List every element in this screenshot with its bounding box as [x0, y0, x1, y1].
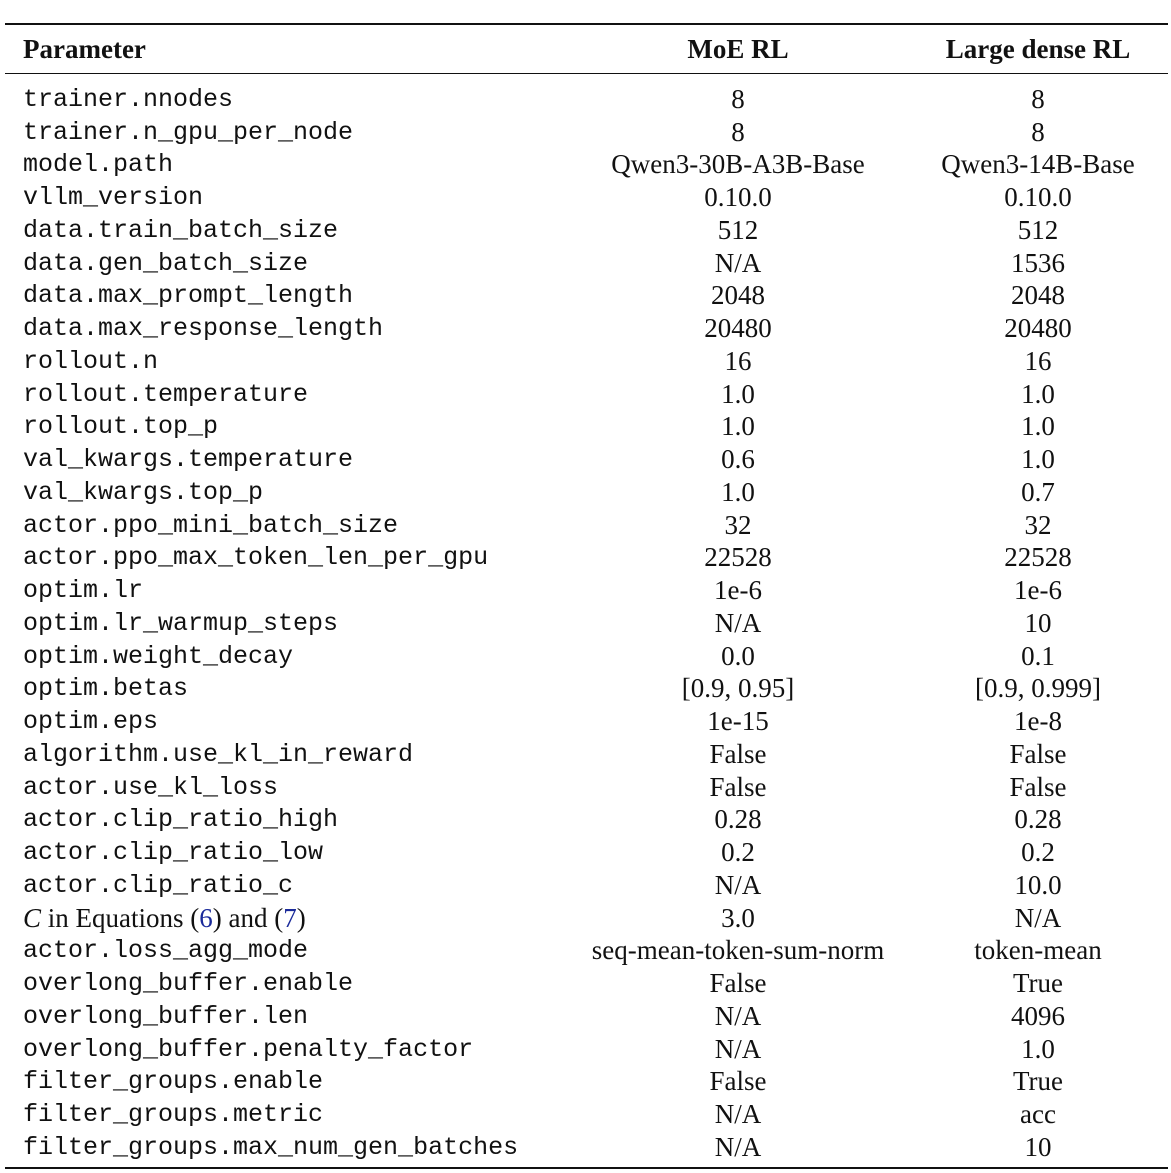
moe-rl-value: 1e-15	[707, 706, 769, 737]
moe-rl-value: 512	[717, 214, 759, 245]
variable-c: C	[23, 902, 42, 933]
large-dense-rl-value: 512	[1017, 214, 1059, 245]
large-dense-rl-value: 1.0	[1021, 1033, 1055, 1064]
moe-rl-value: 20480	[704, 313, 772, 344]
equation-reference-link[interactable]: 6	[199, 902, 213, 933]
moe-rl-value: [0.9, 0.95]	[681, 673, 795, 704]
large-dense-rl-value: 16	[1024, 345, 1052, 376]
parameter-cell: vllm_version	[23, 183, 204, 213]
table	[5, 25, 1168, 73]
header-row	[5, 25, 1168, 73]
table-row	[5, 607, 1168, 640]
table-header	[5, 25, 1168, 73]
table-row	[5, 443, 1168, 476]
large-dense-rl-value: True	[1012, 968, 1064, 999]
moe-rl-value: False	[709, 968, 767, 999]
large-dense-rl-value: acc	[1020, 1099, 1056, 1130]
large-dense-rl-value: True	[1012, 1066, 1064, 1097]
moe-rl-value: 0.28	[714, 804, 762, 835]
large-dense-rl-value: [0.9, 0.999]	[975, 673, 1101, 704]
table-row	[5, 1000, 1168, 1033]
parameter-cell: actor.clip_ratio_low	[23, 838, 324, 868]
equation-text: ) and (	[212, 902, 284, 933]
table-row	[5, 312, 1168, 345]
large-dense-rl-value: 10	[1024, 607, 1052, 638]
table-row	[5, 280, 1168, 313]
parameter-cell: actor.clip_ratio_c	[23, 870, 294, 900]
parameter-cell: data.max_response_length	[23, 314, 384, 344]
large-dense-rl-value: 0.7	[1021, 476, 1055, 507]
moe-rl-value: 1e-6	[714, 575, 762, 606]
moe-rl-value: 0.10.0	[704, 182, 772, 213]
parameter-cell: algorithm.use_kl_in_reward	[23, 739, 414, 769]
table-row	[5, 345, 1168, 378]
table-row	[5, 804, 1168, 837]
parameter-cell	[5, 902, 568, 935]
header-large-dense-rl: Large dense RL	[945, 33, 1131, 64]
moe-rl-value: N/A	[714, 247, 762, 278]
table-row	[5, 836, 1168, 869]
large-dense-rl-value: 2048	[1011, 280, 1065, 311]
table-row	[5, 869, 1168, 902]
table-row	[5, 542, 1168, 575]
moe-rl-value: Qwen3-30B-A3B-Base	[611, 149, 865, 180]
table-body	[5, 83, 1168, 1164]
parameter-cell: rollout.n	[23, 346, 159, 376]
parameter-cell: filter_groups.enable	[23, 1067, 324, 1097]
moe-rl-value: N/A	[714, 1099, 762, 1130]
table-row	[5, 640, 1168, 673]
moe-rl-value: N/A	[714, 1033, 762, 1064]
parameter-cell: data.train_batch_size	[23, 215, 339, 245]
parameter-cell: overlong_buffer.len	[23, 1001, 309, 1031]
moe-rl-value: N/A	[714, 1131, 762, 1162]
table-row	[5, 935, 1168, 968]
table-row	[5, 214, 1168, 247]
moe-rl-value: N/A	[714, 1000, 762, 1031]
parameter-cell: optim.betas	[23, 674, 189, 704]
moe-rl-value: 3.0	[721, 902, 755, 933]
large-dense-rl-value: 8	[1031, 83, 1045, 114]
table-row	[5, 1131, 1168, 1164]
equation-reference-link[interactable]: 7	[283, 902, 297, 933]
table-row	[5, 378, 1168, 411]
moe-rl-value: 1.0	[721, 476, 755, 507]
parameter-cell: filter_groups.metric	[23, 1100, 324, 1130]
header-moe-rl: MoE RL	[687, 33, 789, 64]
large-dense-rl-value: 1.0	[1021, 378, 1055, 409]
table-row	[5, 673, 1168, 706]
large-dense-rl-value: 32	[1024, 509, 1052, 540]
table-row	[5, 83, 1168, 116]
large-dense-rl-value: 1e-6	[1014, 575, 1062, 606]
parameter-cell: overlong_buffer.enable	[23, 969, 354, 999]
table-row	[5, 1098, 1168, 1131]
table-row	[5, 574, 1168, 607]
large-dense-rl-value: False	[1009, 771, 1067, 802]
large-dense-rl-value: 0.10.0	[1004, 182, 1072, 213]
large-dense-rl-value: Qwen3-14B-Base	[941, 149, 1135, 180]
moe-rl-value: 16	[724, 345, 752, 376]
parameter-cell: actor.use_kl_loss	[23, 772, 279, 802]
table-row	[5, 902, 1168, 935]
moe-rl-value: False	[709, 1066, 767, 1097]
parameter-cell: trainer.nnodes	[23, 84, 234, 114]
parameter-cell: trainer.n_gpu_per_node	[23, 117, 354, 147]
parameter-cell: rollout.top_p	[23, 412, 219, 442]
parameter-cell: data.gen_batch_size	[23, 248, 309, 278]
table-row	[5, 247, 1168, 280]
parameter-cell: overlong_buffer.penalty_factor	[23, 1034, 474, 1064]
large-dense-rl-value: 1e-8	[1014, 706, 1062, 737]
parameter-cell: val_kwargs.top_p	[23, 477, 264, 507]
large-dense-rl-value: 0.28	[1014, 804, 1062, 835]
table-row	[5, 476, 1168, 509]
parameter-cell: actor.loss_agg_mode	[23, 936, 309, 966]
parameter-cell: rollout.temperature	[23, 379, 309, 409]
moe-rl-value: 8	[731, 116, 745, 147]
parameter-cell: optim.lr	[23, 576, 144, 606]
parameter-cell: actor.ppo_mini_batch_size	[23, 510, 399, 540]
moe-rl-value: seq-mean-token-sum-norm	[591, 935, 885, 966]
table-row	[5, 509, 1168, 542]
moe-rl-value: 32	[724, 509, 752, 540]
parameter-cell: filter_groups.max_num_gen_batches	[23, 1132, 519, 1162]
table-row	[5, 1066, 1168, 1099]
moe-rl-value: 0.6	[721, 444, 755, 475]
parameter-cell: val_kwargs.temperature	[23, 445, 354, 475]
parameter-cell: actor.clip_ratio_high	[23, 805, 339, 835]
parameter-cell: optim.eps	[23, 707, 159, 737]
large-dense-rl-value: 22528	[1004, 542, 1072, 573]
table-row	[5, 149, 1168, 182]
parameter-cell: data.max_prompt_length	[23, 281, 354, 311]
table-row	[5, 116, 1168, 149]
large-dense-rl-value: 4096	[1011, 1000, 1065, 1031]
large-dense-rl-value: False	[1009, 738, 1067, 769]
moe-rl-value: 8	[731, 83, 745, 114]
hyperparameter-table	[5, 23, 1168, 1169]
table-row	[5, 1033, 1168, 1066]
parameter-cell: actor.ppo_max_token_len_per_gpu	[23, 543, 489, 573]
moe-rl-value: 1.0	[721, 411, 755, 442]
parameter-cell: model.path	[23, 150, 174, 180]
moe-rl-value: 22528	[704, 542, 772, 573]
large-dense-rl-value: 1.0	[1021, 411, 1055, 442]
moe-rl-value: 1.0	[721, 378, 755, 409]
equation-text: )	[296, 902, 306, 933]
parameter-cell: optim.lr_warmup_steps	[23, 608, 339, 638]
moe-rl-value: False	[709, 738, 767, 769]
table-row	[5, 771, 1168, 804]
large-dense-rl-value: token-mean	[974, 935, 1102, 966]
table-rows	[5, 83, 1168, 1164]
large-dense-rl-value: 20480	[1004, 313, 1072, 344]
table-row	[5, 738, 1168, 771]
moe-rl-value: N/A	[714, 869, 762, 900]
moe-rl-value: 0.0	[721, 640, 755, 671]
large-dense-rl-value: 10	[1024, 1131, 1052, 1162]
bottom-rule	[5, 1167, 1168, 1169]
equation-text: in Equations (	[41, 902, 200, 933]
moe-rl-value: 2048	[711, 280, 765, 311]
large-dense-rl-value: 10.0	[1014, 869, 1062, 900]
moe-rl-value: 0.2	[721, 837, 755, 868]
large-dense-rl-value: 8	[1031, 116, 1045, 147]
large-dense-rl-value: 0.1	[1021, 640, 1055, 671]
large-dense-rl-value: 1536	[1011, 247, 1065, 278]
table-row	[5, 967, 1168, 1000]
moe-rl-value: False	[709, 771, 767, 802]
parameter-cell: optim.weight_decay	[23, 641, 294, 671]
moe-rl-value: N/A	[714, 607, 762, 638]
large-dense-rl-value: 0.2	[1021, 837, 1055, 868]
header-parameter: Parameter	[23, 33, 146, 64]
table-row	[5, 181, 1168, 214]
table-row	[5, 705, 1168, 738]
large-dense-rl-value: N/A	[1014, 902, 1062, 933]
large-dense-rl-value: 1.0	[1021, 444, 1055, 475]
table-row	[5, 411, 1168, 444]
